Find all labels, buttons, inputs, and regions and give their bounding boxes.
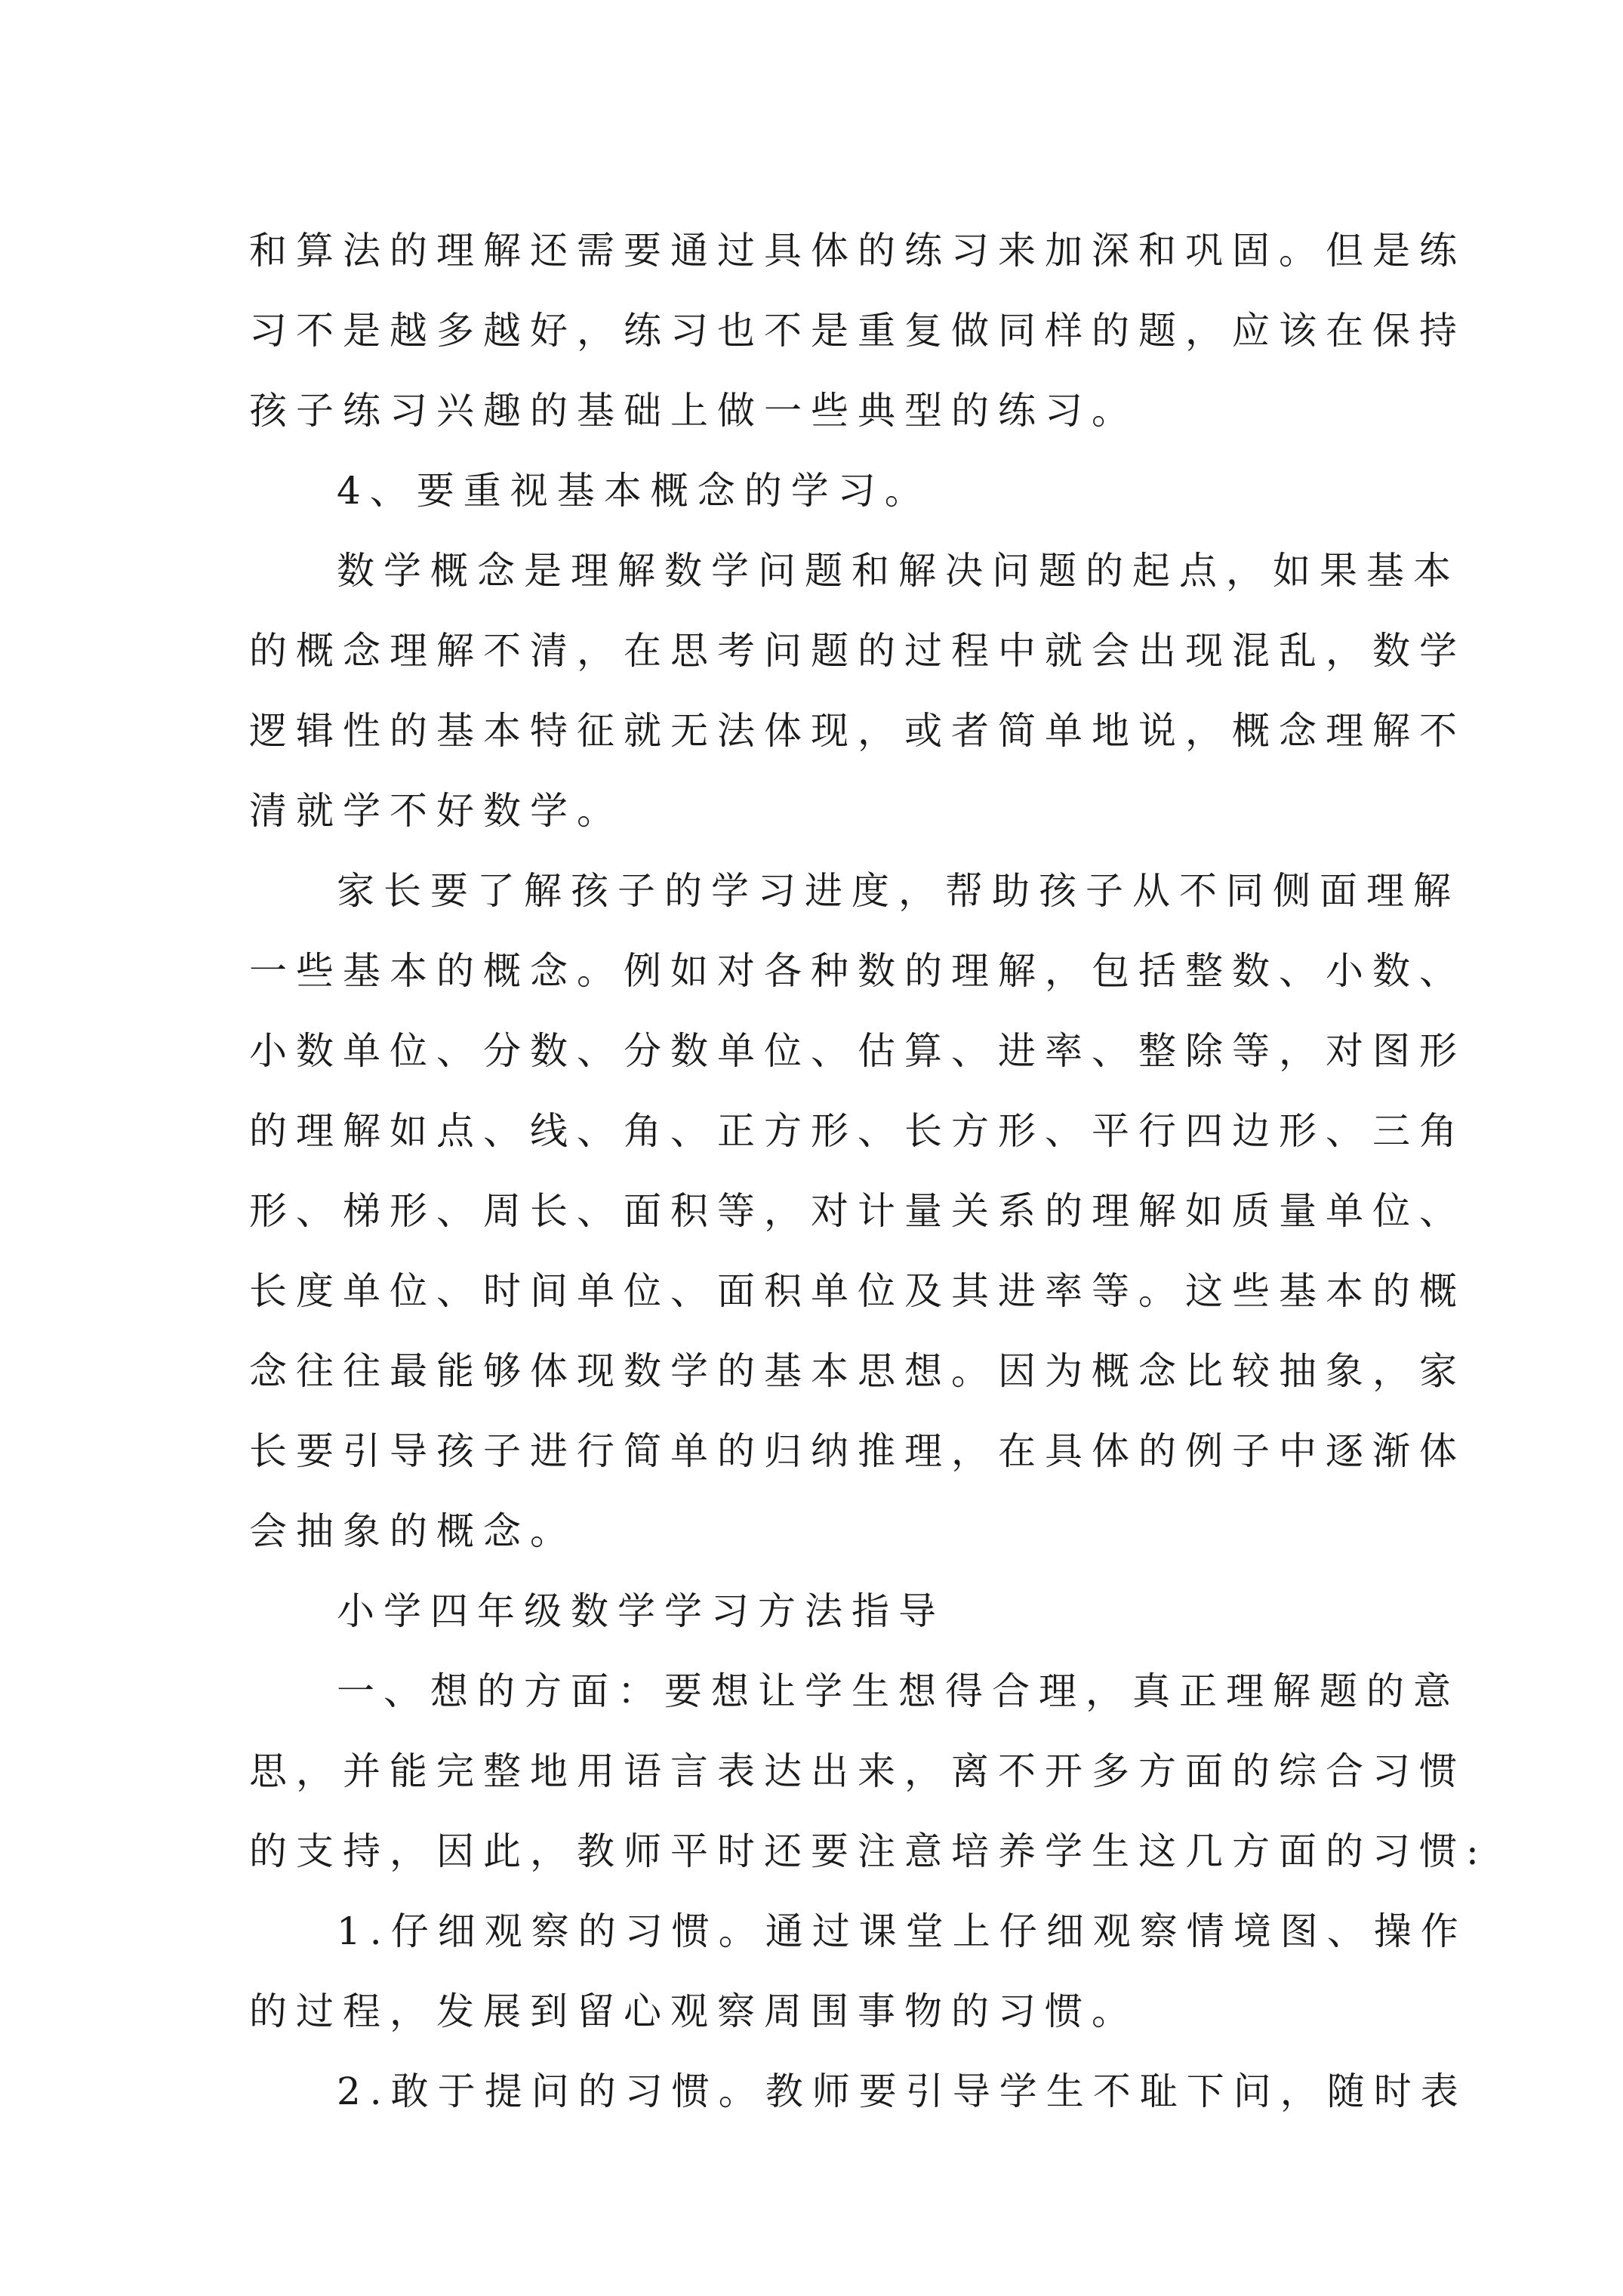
text-line-15: 念往往最能够体现数学的基本思想。因为概念比较抽象，家 xyxy=(249,1349,1466,1393)
text-line-10: 一些基本的概念。例如对各种数的理解，包括整数、小数、 xyxy=(249,949,1466,993)
text-line-19: 一、想的方面：要想让学生想得合理，真正理解题的意 xyxy=(337,1669,1460,1713)
text-line-20: 思，并能完整地用语言表达出来，离不开多方面的综合习惯 xyxy=(249,1749,1466,1793)
text-line-3: 孩子练习兴趣的基础上做一些典型的练习。 xyxy=(249,389,1138,433)
text-line-17: 会抽象的概念。 xyxy=(249,1509,577,1553)
text-line-13: 形、梯形、周长、面积等，对计量关系的理解如质量单位、 xyxy=(249,1189,1466,1233)
text-line-12: 的理解如点、线、角、正方形、长方形、平行四边形、三角 xyxy=(249,1109,1466,1153)
text-line-24: 2.敢于提问的习惯。教师要引导学生不耻下问，随时表 xyxy=(337,2069,1467,2113)
text-line-7: 逻辑性的基本特征就无法体现，或者简单地说，概念理解不 xyxy=(249,709,1466,753)
text-line-6: 的概念理解不清，在思考问题的过程中就会出现混乱，数学 xyxy=(249,629,1466,673)
text-line-8: 清就学不好数学。 xyxy=(249,789,624,833)
text-line-2: 习不是越多越好，练习也不是重复做同样的题，应该在保持 xyxy=(249,309,1466,353)
text-line-14: 长度单位、时间单位、面积单位及其进率等。这些基本的概 xyxy=(249,1269,1466,1313)
text-line-9: 家长要了解孩子的学习进度，帮助孩子从不同侧面理解 xyxy=(337,869,1460,913)
section-heading-4: 4、要重视基本概念的学习。 xyxy=(337,469,932,513)
text-line-1: 和算法的理解还需要通过具体的练习来加深和巩固。但是练 xyxy=(249,229,1466,273)
text-line-5: 数学概念是理解数学问题和解决问题的起点，如果基本 xyxy=(337,549,1460,593)
text-line-21: 的支持，因此，教师平时还要注意培养学生这几方面的习惯: xyxy=(249,1829,1488,1873)
text-line-16: 长要引导孩子进行简单的归纳推理，在具体的例子中逐渐体 xyxy=(249,1429,1466,1473)
section-title: 小学四年级数学学习方法指导 xyxy=(337,1589,945,1633)
text-line-23: 的过程，发展到留心观察周围事物的习惯。 xyxy=(249,1989,1138,2033)
text-line-22: 1.仔细观察的习惯。通过课堂上仔细观察情境图、操作 xyxy=(337,1909,1467,1953)
text-line-11: 小数单位、分数、分数单位、估算、进率、整除等，对图形 xyxy=(249,1029,1466,1073)
